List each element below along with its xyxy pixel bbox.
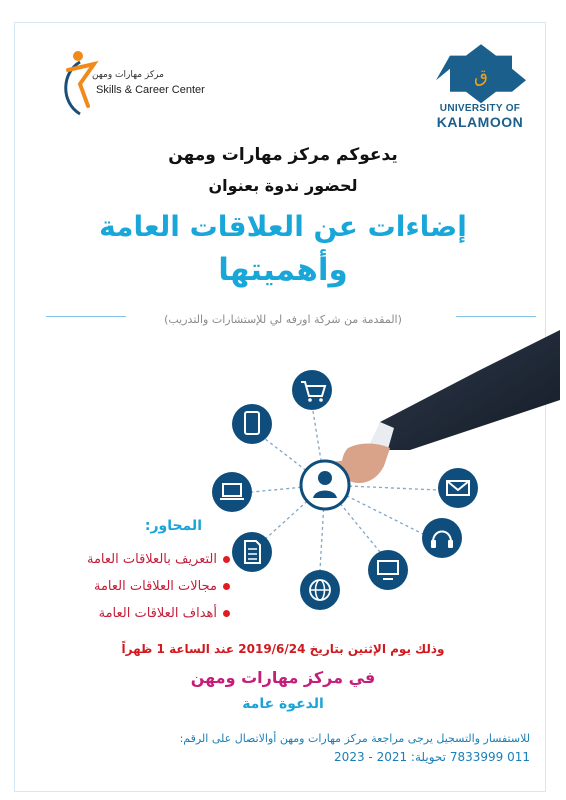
envelope-icon (438, 468, 478, 508)
invitation-line: يدعوكم مركز مهارات ومهن (168, 145, 398, 165)
bullet-icon (223, 610, 230, 617)
contact-inquiry: للاستفسار والتسجيل يرجى مراجعة مركز مهارات ومهن أوالاتصال على الرقم: (179, 732, 530, 745)
bullet-icon (223, 583, 230, 590)
seminar-title-line1: إضاءات عن العلاقات العامة (99, 210, 467, 243)
bullet-icon (223, 556, 230, 563)
document-icon (232, 532, 272, 572)
cart-icon (292, 370, 332, 410)
seminar-title-line2: وأهميتها (218, 252, 348, 288)
open-invitation: الدعوة عامة (242, 696, 324, 712)
axis-item-text: مجالات العلاقات العامة (94, 579, 217, 594)
skills-center-english-name: Skills & Career Center (96, 84, 205, 96)
presented-by-note: (المقدمة من شركة اورفه لي للإستشارات والتدريب) (164, 313, 402, 326)
svg-text:ق: ق (474, 66, 488, 87)
laptop-icon (212, 472, 252, 512)
list-item (40, 573, 230, 600)
university-name-line2: KALAMOON (436, 114, 524, 130)
headset-icon (422, 518, 462, 558)
hand-illustration (328, 330, 560, 483)
network-graphic (180, 330, 560, 640)
event-date-line: وذلك يوم الإثنين بتاريخ 2019/6/24 عند الساعة 1 ظهراً (121, 642, 445, 656)
event-venue: في مركز مهارات ومهن (190, 668, 376, 687)
axis-item-text: أهداف العلاقات العامة (98, 606, 217, 621)
globe-icon (300, 570, 340, 610)
university-name-line1: UNIVERSITY OF (439, 103, 521, 114)
axes-heading: المحاور: (144, 518, 202, 534)
user-icon (301, 461, 349, 509)
axis-item-text: التعريف بالعلاقات العامة (87, 552, 217, 567)
contact-phone: 011 7833999 تحويلة: 2021 - 2023 (334, 750, 530, 764)
attend-line: لحضور ندوة بعنوان (208, 176, 358, 195)
list-item (40, 546, 230, 573)
tablet-icon (232, 404, 272, 444)
monitor-icon (368, 550, 408, 590)
skills-center-arabic-name: مركز مهارات ومهن (92, 70, 164, 80)
list-item (40, 600, 230, 627)
axes-list (40, 546, 230, 627)
